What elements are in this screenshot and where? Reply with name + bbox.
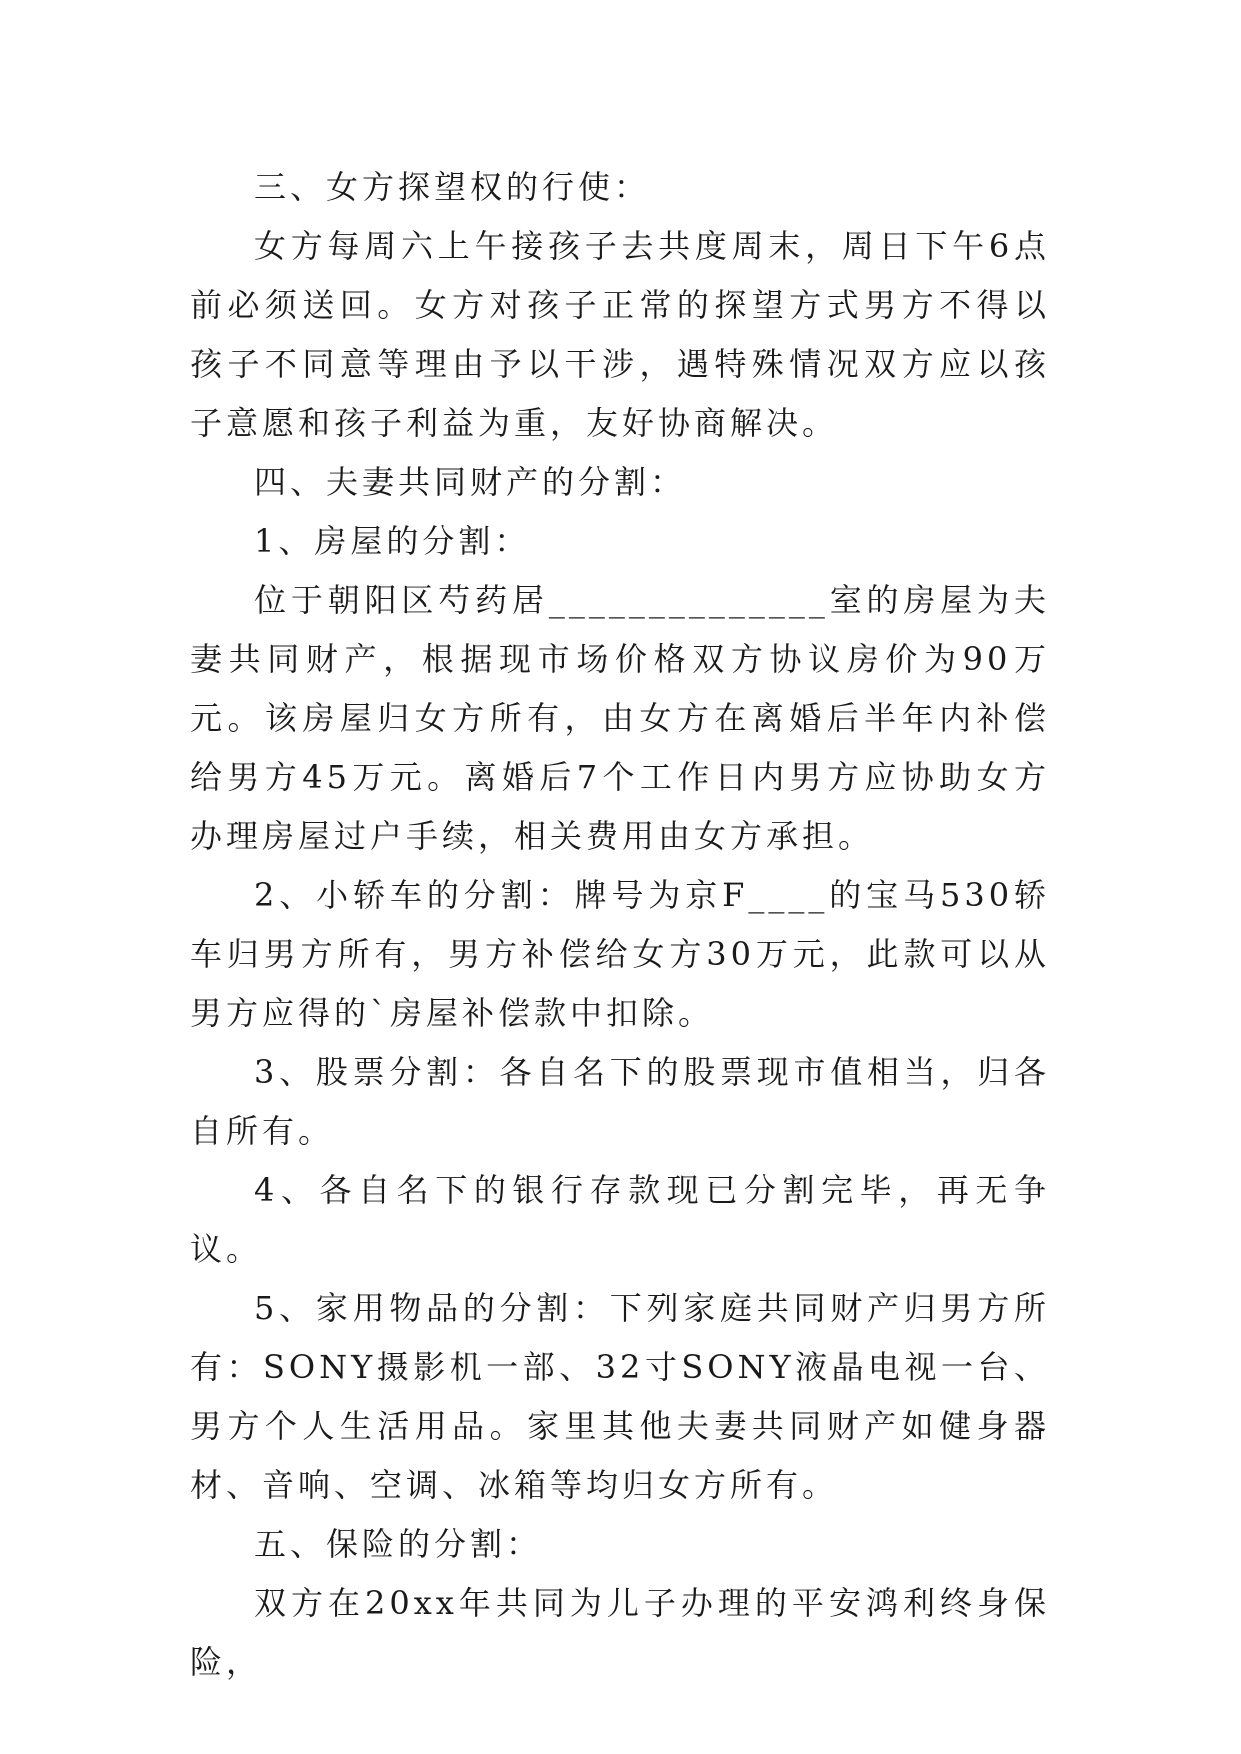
document-body (190, 158, 1050, 1692)
subheading-house: 1、房屋的分割： (254, 522, 531, 560)
paragraph-household-items: 5、家用物品的分割：下列家庭共同财产归男方所有：SONY摄影机一部、32寸SONY液晶电视一台、男方个人生活用品。家里其他夫妻共同财产如健身器材、音响、空调、冰箱等均归女方所有。 (190, 1289, 1050, 1504)
section-heading-visitation: 三、女方探望权的行使： (254, 168, 651, 206)
paragraph-bank-deposit: 4、各自名下的银行存款现已分割完毕，再无争议。 (190, 1171, 1050, 1268)
paragraph-stock-terms: 3、股票分割：各自名下的股票现市值相当，归各自所有。 (190, 1053, 1050, 1150)
paragraph-house-terms: 位于朝阳区芍药居______________室的房屋为夫妻共同财产，根据现市场价格双方协议房价为90万元。该房屋归女方所有，由女方在离婚后半年内补偿给男方45万元。离婚后7个工作日内男方应协助女方办理房屋过户手续，相关费用由女方承担。 (190, 581, 1050, 855)
paragraph-car-terms: 2、小轿车的分割：牌号为京F____的宝马530轿车归男方所有，男方补偿给女方30万元，此款可以从男方应得的`房屋补偿款中扣除。 (190, 876, 1050, 1032)
section-heading-insurance: 五、保险的分割： (254, 1525, 543, 1563)
section-heading-property: 四、夫妻共同财产的分割： (254, 463, 687, 501)
paragraph-visitation-terms: 女方每周六上午接孩子去共度周末，周日下午6点前必须送回。女方对孩子正常的探望方式男方不得以孩子不同意等理由予以干涉，遇特殊情况双方应以孩子意愿和孩子利益为重，友好协商解决。 (190, 227, 1050, 442)
paragraph-insurance-terms: 双方在20xx年共同为儿子办理的平安鸿利终身保险， (190, 1584, 1050, 1681)
